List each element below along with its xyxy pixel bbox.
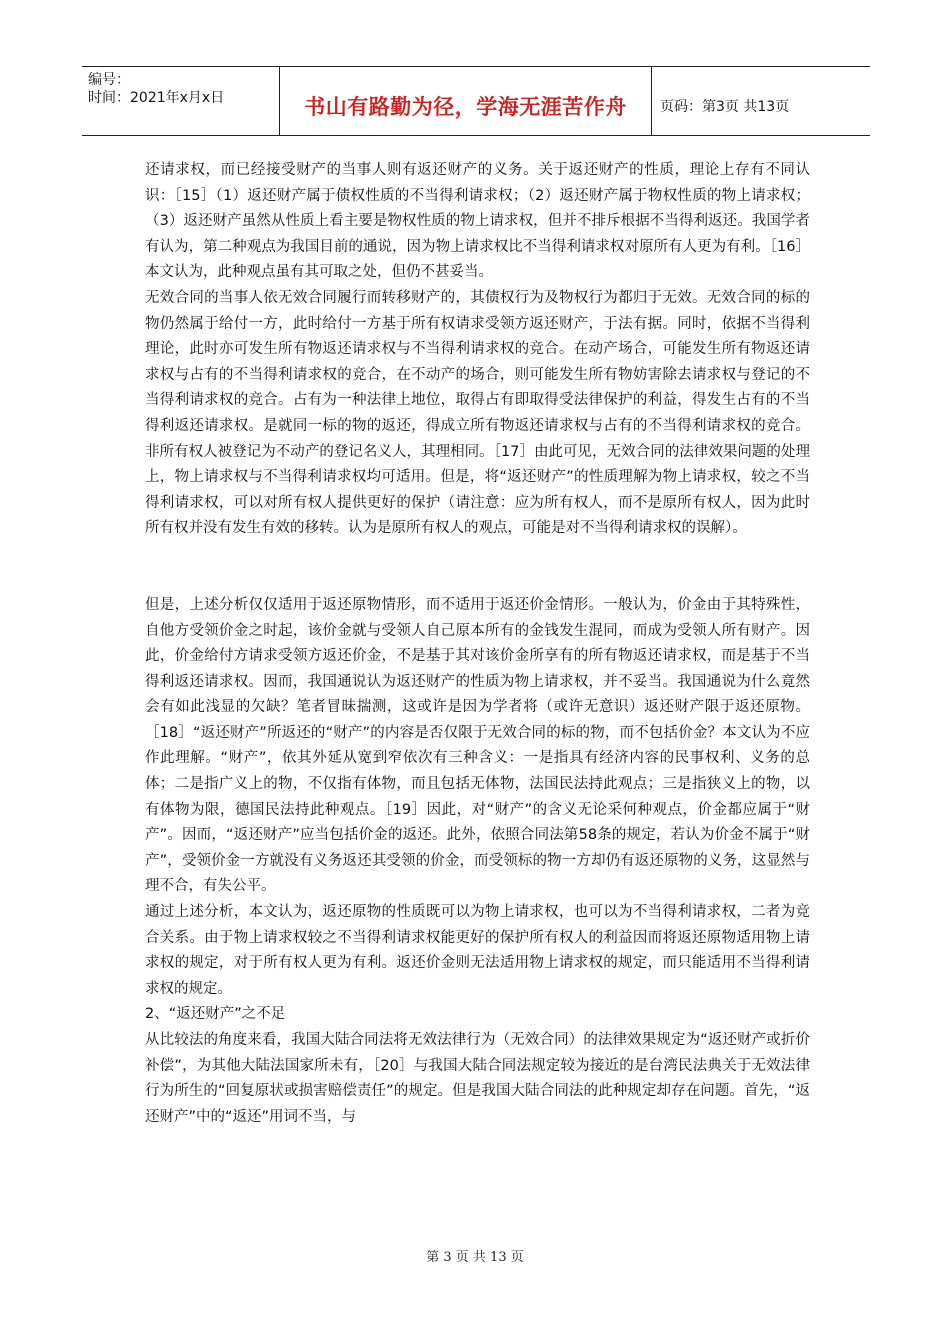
document-body <box>145 158 810 1130</box>
date-label: 时间：2021年x月x日 <box>88 90 225 106</box>
header-page-cell <box>652 67 870 135</box>
body-paragraph: 但是，上述分析仅仅适用于返还原物情形，而不适用于返还价金情形。一般认为，价金由于其特殊性，自他方受领价金之时起，该价金就与受领人自己原本所有的金钱发生混同，而成为受领人所有财产。因此，价金给付方请求受领方返还价金，不是基于其对该价金所享有的所有物返还请求权，而是基于不当得利返还请求权。因而，我国通说认为返还财产的性质为物上请求权，并不妥当。我国通说为什么竟然会有如此浅显的欠缺？笔者冒昧揣测，这或许是因为学者将（或许无意识）返还财产限于返还原物。［18］“返还财产”所返还的“财产”的内容是否仅限于无效合同的标的物，而不包括价金？本文认为不应作此理解。“财产”，依其外延从宽到窄依次有三种含义：一是指具有经济内容的民事权利、义务的总体；二是指广义上的物，不仅指有体物，而且包括无体物，法国民法持此观点；三是指狭义上的物，以有体物为限，德国民法持此种观点。［19］因此，对“财产”的含义无论采何种观点，价金都应属于“财产”。因而，“返还财产”应当包括价金的返还。此外，依照合同法第58条的规定，若认为价金不属于“财产”，受领价金一方就没有义务返还其受领的价金，而受领标的物一方却仍有返还原物的义务，这显然与理不合，有失公平。 <box>145 596 810 895</box>
page-header <box>82 66 870 136</box>
body-paragraph: 还请求权，而已经接受财产的当事人则有返还财产的义务。关于返还财产的性质，理论上存有不同认识：［15］（1）返还财产属于债权性质的不当得利请求权；（2）返还财产属于物权性质的物上请求权；（3）返还财产虽然从性质上看主要是物权性质的物上请求权，但并不排斥根据不当得利返还。我国学者有认为，第二种观点为我国目前的通说，因为物上请求权比不当得利请求权对原所有人更为有利。［16］本文认为，此种观点虽有其可取之处，但仍不甚妥当。 <box>145 162 810 281</box>
doc-number-label: 编号： <box>88 72 130 88</box>
header-page-label: 页码：第3页 共13页 <box>660 99 790 115</box>
body-paragraph: 无效合同的当事人依无效合同履行而转移财产的，其债权行为及物权行为都归于无效。无效合同的标的物仍然属于给付一方，此时给付一方基于所有权请求受领方返还财产，于法有据。同时，依据不当得利理论，此时亦可发生所有物返还请求权与不当得利请求权的竞合。在动产场合，可能发生所有物返还请求权与占有的不当得利请求权的竞合，在不动产的场合，则可能发生所有物妨害除去请求权与登记的不当得利请求权的竞合。占有为一种法律上地位，取得占有即取得受法律保护的利益，得发生占有的不当得利返还请求权。是就同一标的物的返还，得成立所有物返还请求权与占有的不当得利请求权的竞合。非所有权人被登记为不动产的登记名义人，其理相同。［17］由此可见，无效合同的法律效果问题的处理上，物上请求权与不当得利请求权均可适用。但是，将“返还财产”的性质理解为物上请求权，较之不当得利请求权，可以对所有权人提供更好的保护（请注意：应为所有权人，而不是原所有权人，因为此时所有权并没有发生有效的移转。认为是原所有权人的观点，可能是对不当得利请求权的误解）。 <box>145 289 810 537</box>
body-paragraph: 通过上述分析，本文认为，返还原物的性质既可以为物上请求权，也可以为不当得利请求权，二者为竞合关系。由于物上请求权较之不当得利请求权能更好的保护所有权人的利益因而将返还原物适用物上请求权的规定，对于所有权人更为有利。返还价金则无法适用物上请求权的规定，而只能适用不当得利请求权的规定。 <box>145 904 810 997</box>
header-motto: 书山有路勤为径，学海无涯苦作舟 <box>304 95 627 119</box>
paragraph-spacer <box>145 542 810 593</box>
body-paragraph: 从比较法的角度来看，我国大陆合同法将无效法律行为（无效合同）的法律效果规定为“返还财产或折价补偿”，为其他大陆法国家所未有，［20］与我国大陆合同法规定较为接近的是台湾民法典关于无效法律行为所生的“回复原状或损害赔偿责任”的规定。但是我国大陆合同法的此种规定却存在问题。首先，“返还财产”中的“返还”用词不当，与 <box>145 1032 810 1125</box>
header-motto-cell <box>280 67 652 135</box>
page-footer: 第 3 页 共 13 页 <box>426 1250 524 1265</box>
section-heading: 2、“返还财产”之不足 <box>145 1006 286 1023</box>
header-meta-cell <box>82 67 280 135</box>
